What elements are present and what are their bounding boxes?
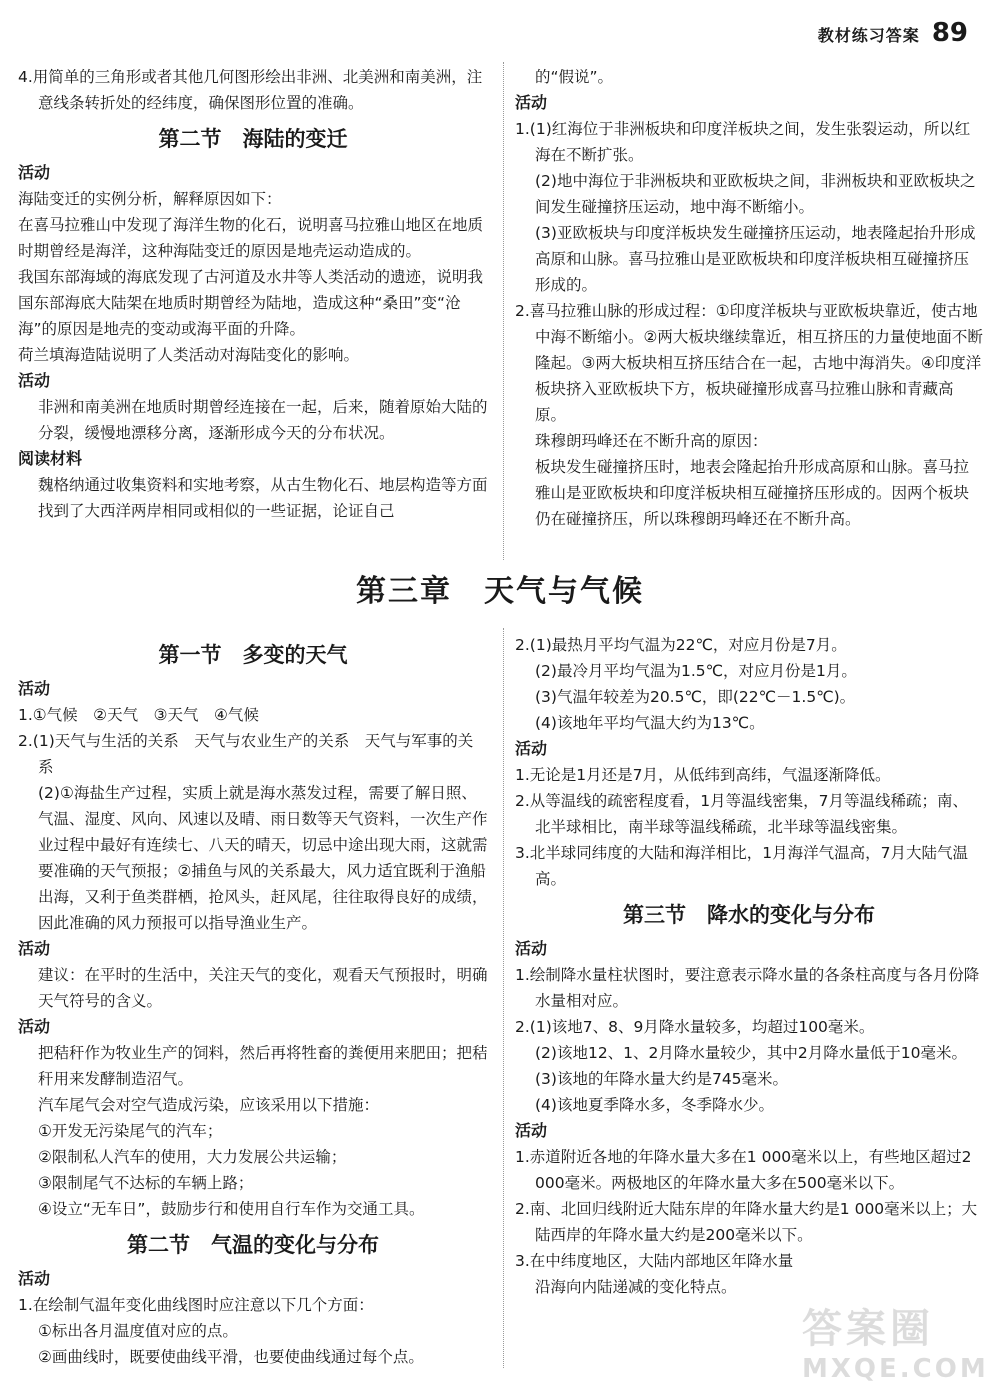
act4-point-1: ①标出各月温度值对应的点。	[38, 1322, 238, 1340]
act7-item-1: 1.赤道附近各地的年降水量大多在1 000毫米以上，有些地区超过2 000毫米。两极地区的年降水量大多在500毫米以下。	[515, 1148, 972, 1192]
top-right-column	[515, 64, 983, 532]
item-2-question: 珠穆朗玛峰还在不断升高的原因：	[535, 432, 768, 450]
item-2-1: 2.(1)最热月平均气温为22℃，对应月份是7月。	[515, 636, 847, 654]
item-2-4: (4)该地年平均气温大约为13℃。	[535, 714, 765, 732]
act3-measure-4: ④设立“无车日”，鼓励步行和使用自行车作为交通工具。	[38, 1200, 425, 1218]
act4-point-2: ②画曲线时，既要使曲线平滑，也要使曲线通过每个点。	[38, 1348, 424, 1366]
activity-label: 活动	[515, 1121, 548, 1140]
act1-line-2: 在喜马拉雅山中发现了海洋生物的化石，说明喜马拉雅山地区在地质时期曾经是海洋，这种海陆变迁的原因是地壳运动造成的。	[18, 216, 484, 260]
header-label: 教材练习答案	[817, 26, 920, 45]
reading-label: 阅读材料	[18, 449, 83, 468]
act1-line-3: 我国东部海域的海底发现了古河道及水井等人类活动的遗迹，说明我国东部海底大陆架在地质时期曾经为陆地，造成这种“桑田”变“沧海”的原因是地壳的变动或海平面的升降。	[18, 268, 484, 338]
watermark-line-2: MXQE.COM	[802, 1354, 989, 1384]
continued-text: 的“假说”。	[535, 68, 614, 86]
column-divider-top	[503, 62, 504, 560]
act1-item-2: 2.(1)天气与生活的关系 天气与农业生产的关系 天气与军事的关系	[18, 732, 474, 776]
bottom-right-column	[515, 632, 983, 1300]
activity-label: 活动	[515, 739, 548, 758]
item-1a: 1.(1)红海位于非洲板块和印度洋板块之间，发生张裂运动，所以红海在不断扩张。	[515, 120, 971, 164]
section-title-precipitation: 第三节 降水的变化与分布	[623, 903, 875, 927]
activity-label: 活动	[515, 93, 548, 112]
act3-measure-2: ②限制私人汽车的使用，大力发展公共运输；	[38, 1148, 347, 1166]
watermark-line-1: 答案圈	[802, 1306, 934, 1352]
item-2: 2.喜马拉雅山脉的形成过程：①印度洋板块与亚欧板块靠近，使古地中海不断缩小。②两大板块继续靠近，相互挤压的力量使地面不断隆起。③两大板块相互挤压结合在一起，古地中海消失。④印度洋板块挤入亚欧板块下方，板块碰撞形成喜马拉雅山脉和青藏高原。	[515, 302, 983, 424]
activity-label: 活动	[18, 371, 51, 390]
act1-line-1: 海陆变迁的实例分析，解释原因如下：	[18, 190, 282, 208]
act6-item-2-1: 2.(1)该地7、8、9月降水量较多，均超过100毫米。	[515, 1018, 875, 1036]
act3-measure-1: ①开发无污染尾气的汽车；	[38, 1122, 223, 1140]
act6-item-2-4: (4)该地夏季降水多，冬季降水少。	[535, 1096, 774, 1114]
act2-text: 非洲和南美洲在地质时期曾经连接在一起，后来，随着原始大陆的分裂，缓慢地漂移分离，逐渐形成今天的分布状况。	[38, 398, 488, 442]
chapter-title: 第三章 天气与气候	[356, 574, 644, 609]
act6-item-2-3: (3)该地的年降水量大约是745毫米。	[535, 1070, 789, 1088]
act5-item-2: 2.从等温线的疏密程度看，1月等温线密集，7月等温线稀疏；南、北半球相比，南半球等温线稀疏，北半球等温线密集。	[515, 792, 969, 836]
act1-item-2b: (2)①海盐生产过程，实质上就是海水蒸发过程，需要了解日照、气温、湿度、风向、风速以及晴、雨日数等天气资料，一次生产作业过程中最好有连续七、八天的晴天，切忌中途出现大雨，这就需要准确的天气预报；②捕鱼与风的关系最大，风力适宜既利于渔船出海，又利于鱼类群栖，抢风头，赶风尾，往往取得良好的成绩，因此准确的风力预报可以指导渔业生产。	[38, 784, 488, 932]
section-title-temperature: 第二节 气温的变化与分布	[127, 1233, 379, 1257]
act1-line-4: 荷兰填海造陆说明了人类活动对海陆变化的影响。	[18, 346, 360, 364]
section-title-sea-land: 第二节 海陆的变迁	[158, 127, 348, 151]
top-left-column	[18, 64, 488, 524]
bottom-left-column	[18, 632, 488, 1370]
act7-item-2: 2.南、北回归线附近大陆东岸的年降水量大约是1 000毫米以上；大陆西岸的年降水量大约是200毫米以下。	[515, 1200, 978, 1244]
act3-text: 把秸秆作为牧业生产的饲料，然后再将牲畜的粪便用来肥田；把秸秆用来发酵制造沼气。	[38, 1044, 488, 1088]
page-header	[818, 18, 968, 52]
activity-label: 活动	[18, 1269, 51, 1288]
page-number: 89	[931, 18, 968, 48]
act5-item-3: 3.北半球同纬度的大陆和海洋相比，1月海洋气温高，7月大陆气温高。	[515, 844, 969, 888]
item-2-2: (2)最冷月平均气温为1.5℃，对应月份是1月。	[535, 662, 857, 680]
activity-label: 活动	[18, 163, 51, 182]
item-4: 4.用简单的三角形或者其他几何图形绘出非洲、北美洲和南美洲，注意线条转折处的经纬度，确保图形位置的准确。	[18, 68, 483, 112]
activity-label: 活动	[515, 939, 548, 958]
item-2-answer: 板块发生碰撞挤压时，地表会隆起抬升形成高原和山脉。喜马拉雅山是亚欧板块和印度洋板块相互碰撞挤压形成的。因两个板块仍在碰撞挤压，所以珠穆朗玛峰还在不断升高。	[535, 458, 970, 528]
act5-item-1: 1.无论是1月还是7月，从低纬到高纬，气温逐渐降低。	[515, 766, 891, 784]
reading-text: 魏格纳通过收集资料和实地考察，从古生物化石、地层构造等方面找到了大西洋两岸相同或相似的一些证据，论证自己	[38, 476, 488, 520]
act3-lead: 汽车尾气会对空气造成污染，应该采用以下措施：	[38, 1096, 380, 1114]
activity-label: 活动	[18, 679, 51, 698]
act2-text: 建议：在平时的生活中，关注天气的变化，观看天气预报时，明确天气符号的含义。	[38, 966, 488, 1010]
section-title-weather: 第一节 多变的天气	[158, 643, 348, 667]
act6-item-1: 1.绘制降水量柱状图时，要注意表示降水量的各条柱高度与各月份降水量相对应。	[515, 966, 980, 1010]
act4-item-1: 1.在绘制气温年变化曲线图时应注意以下几个方面：	[18, 1296, 374, 1314]
act6-item-2-2: (2)该地12、1、2月降水量较少，其中2月降水量低于10毫米。	[535, 1044, 967, 1062]
item-2-3: (3)气温年较差为20.5℃，即(22℃－1.5℃)。	[535, 688, 856, 706]
act7-item-3b: 沿海向内陆递减的变化特点。	[535, 1278, 737, 1296]
item-1b: (2)地中海位于非洲板块和亚欧板块之间，非洲板块和亚欧板块之间发生碰撞挤压运动，地中海不断缩小。	[535, 172, 976, 216]
activity-label: 活动	[18, 939, 51, 958]
act1-item-1: 1.①气候 ②天气 ③天气 ④气候	[18, 706, 259, 724]
activity-label: 活动	[18, 1017, 51, 1036]
watermark-logo	[802, 1297, 989, 1384]
act7-item-3: 3.在中纬度地区，大陆内部地区年降水量	[515, 1252, 794, 1270]
act3-measure-3: ③限制尾气不达标的车辆上路；	[38, 1174, 254, 1192]
column-divider-bottom	[503, 628, 504, 1368]
item-1c: (3)亚欧板块与印度洋板块发生碰撞挤压运动，地表隆起抬升形成高原和山脉。喜马拉雅山是亚欧板块和印度洋板块相互碰撞挤压形成的。	[535, 224, 976, 294]
